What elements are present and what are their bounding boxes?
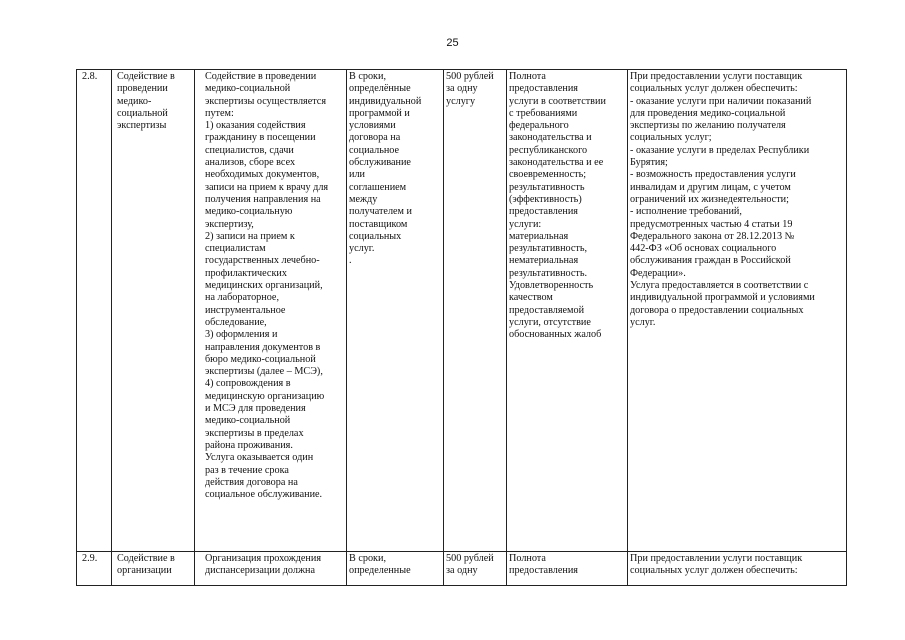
service-terms: В сроки, определенные	[349, 553, 411, 577]
service-conditions-cell	[628, 70, 847, 552]
service-price: 500 рублей за одну услугу	[446, 71, 494, 107]
service-name-cell	[112, 552, 195, 586]
service-quality-cell	[507, 70, 628, 552]
service-price-cell	[444, 70, 507, 552]
service-name: Содействие в проведении медико- социальной экспертизы	[117, 71, 175, 132]
service-terms: В сроки, определённые индивидуальной программой и условиями договора на социальное обслуживание или соглашением между получателем и поставщиком социальных услуг. .	[349, 71, 422, 267]
table-row	[77, 70, 847, 552]
services-table	[76, 69, 847, 586]
table-row	[77, 552, 847, 586]
row-number-cell	[77, 552, 112, 586]
service-terms-cell	[347, 70, 444, 552]
service-terms-cell	[347, 552, 444, 586]
service-name: Содействие в организации	[117, 553, 175, 577]
service-conditions: При предоставлении услуги поставщик социальных услуг должен обеспечить: - оказание услуги при наличии показаний для проведения медико-социальной экспертизы по желанию получателя социальных услуг; - оказание услуги в пределах Республики Бурятия; - возможность предоставления услуги инвалидам и другим лицам, с учетом ограничений их жизнедеятельности; - исполнение требований, предусмотренных частью 4 статьи 19 Федерального закона от 28.12.2013 № 442-ФЗ «Об основах социального обслуживания граждан в Российской Федерации». Услуга предоставляется в соответствии с индивидуальной программой и условиями договора о предоставлении социальных услуг.	[630, 71, 815, 328]
page-number: 25	[446, 37, 459, 49]
service-description: Содействие в проведении медико-социальной экспертизы осуществляется путем: 1) оказания содействия гражданину в посещении специалистов, сдачи анализов, сборе всех необходимых документов, записи на прием к врачу для получения направления на медико-социальную экспертизу, 2) записи на прием к специалистам государственных лечебно- профилактических медицинских организаций, на лабораторное, инструментальное обследование, 3) оформления и направления документов в бюро медико-социальной экспертизы (далее – МСЭ), 4) сопровождения в медицинскую организацию и МСЭ для проведения медико-социальной экспертизы в пределах района проживания. Услуга оказывается один раз в течение срока действия договора на социальное обслуживание.	[205, 71, 329, 501]
service-quality-cell	[507, 552, 628, 586]
service-name-cell	[112, 70, 195, 552]
service-description-cell	[195, 552, 347, 586]
service-description: Организация прохождения диспансеризации должна	[205, 553, 322, 577]
service-quality: Полнота предоставления услуги в соответствии с требованиями федерального законодательства и республиканского законодательства и ее своевременность; результативность (эффективность) предоставления услуги: материальная результативность, нематериальная результативность. Удовлетворенность качеством предоставляемой услуги, отсутствие обоснованных жалоб	[509, 71, 606, 341]
row-number: 2.9.	[82, 553, 98, 564]
service-conditions: При предоставлении услуги поставщик социальных услуг должен обеспечить:	[630, 553, 803, 577]
service-description-cell	[195, 70, 347, 552]
row-number-cell	[77, 70, 112, 552]
service-price-cell	[444, 552, 507, 586]
service-quality: Полнота предоставления	[509, 553, 578, 577]
row-number: 2.8.	[82, 71, 98, 82]
service-price: 500 рублей за одну	[446, 553, 494, 577]
service-conditions-cell	[628, 552, 847, 586]
